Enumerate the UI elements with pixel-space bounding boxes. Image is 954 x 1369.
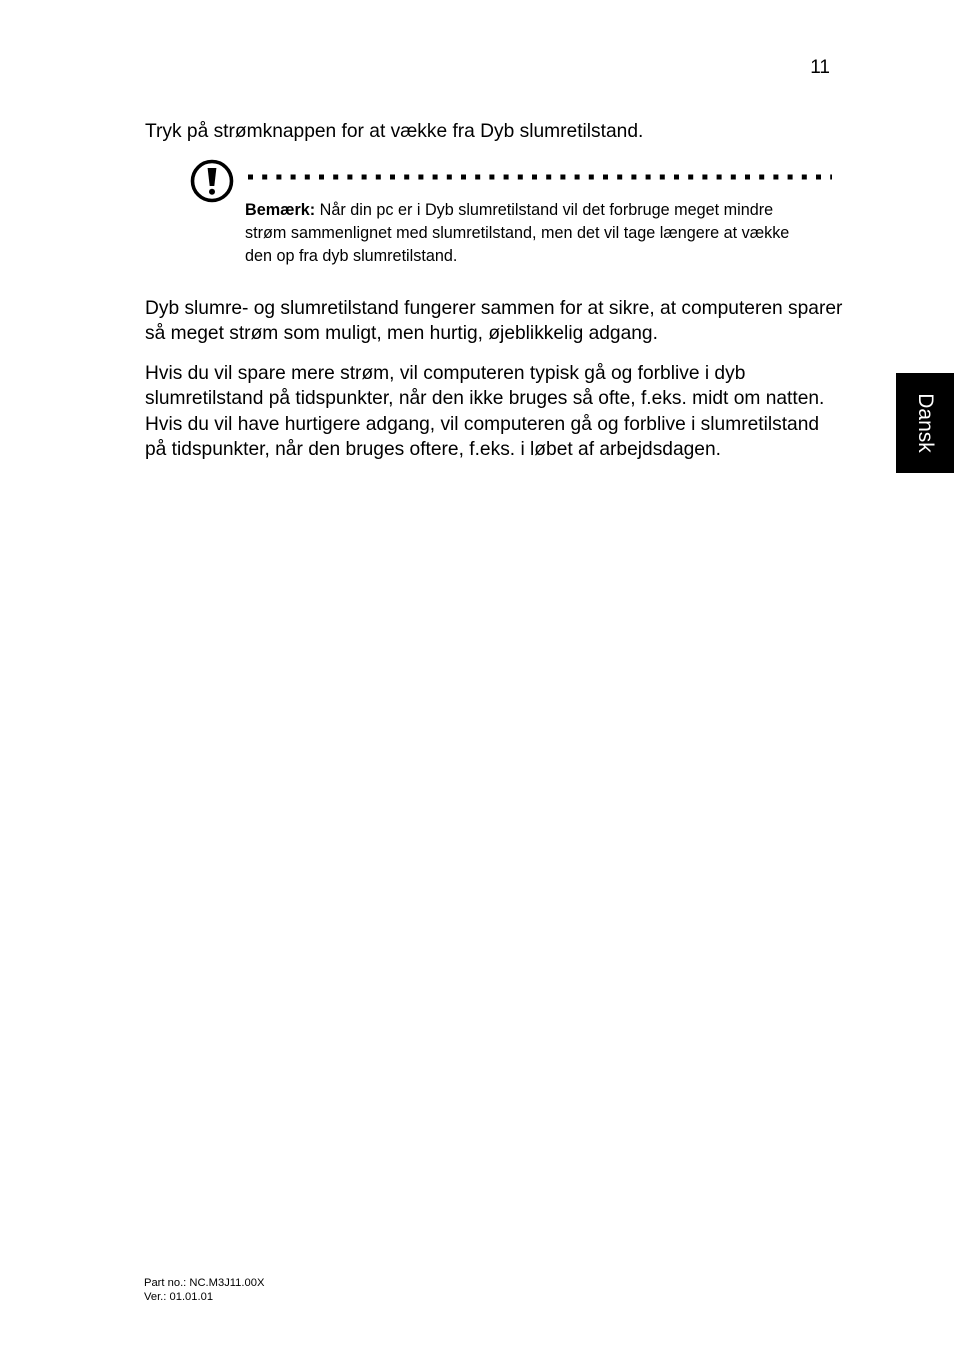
language-tab (896, 373, 954, 473)
note-label: Bemærk: (245, 201, 316, 219)
exclamation-circle-icon (189, 158, 235, 204)
note-text (245, 199, 815, 269)
paragraph-together: Dyb slumre- og slumretilstand fungerer sammen for at sikre, at computeren sparer så meget strøm som muligt, men hurtig, øjeblikkelig adgang. (145, 298, 843, 345)
note-dotted-divider (246, 174, 832, 180)
part-number: Part no.: NC.M3J11.00X (144, 1277, 265, 1289)
language-tab-label: Dansk (914, 393, 937, 453)
footer (144, 1277, 264, 1304)
paragraph-usage: Hvis du vil spare mere strøm, vil computeren typisk gå og forblive i dyb slumretilstand på tidspunkter, når den ikke bruges så ofte, f.eks. midt om natten. Hvis du vil have hurtigere adgang, vil computeren gå og forblive i slumretilstand på tidspunkter, når den bruges oftere, f.eks. i løbet af arbejdsdagen. (145, 363, 825, 460)
page-number: 11 (810, 57, 830, 78)
version: Ver.: 01.01.01 (144, 1290, 214, 1303)
paragraph-wake: Tryk på strømknappen for at vække fra Dyb slumretilstand. (145, 121, 644, 142)
note-body: Når din pc er i Dyb slumretilstand vil det forbruge meget mindre strøm sammenlignet med slumretilstand, men det vil tage længere at vække den op fra dyb slumretilstand. (245, 201, 790, 266)
